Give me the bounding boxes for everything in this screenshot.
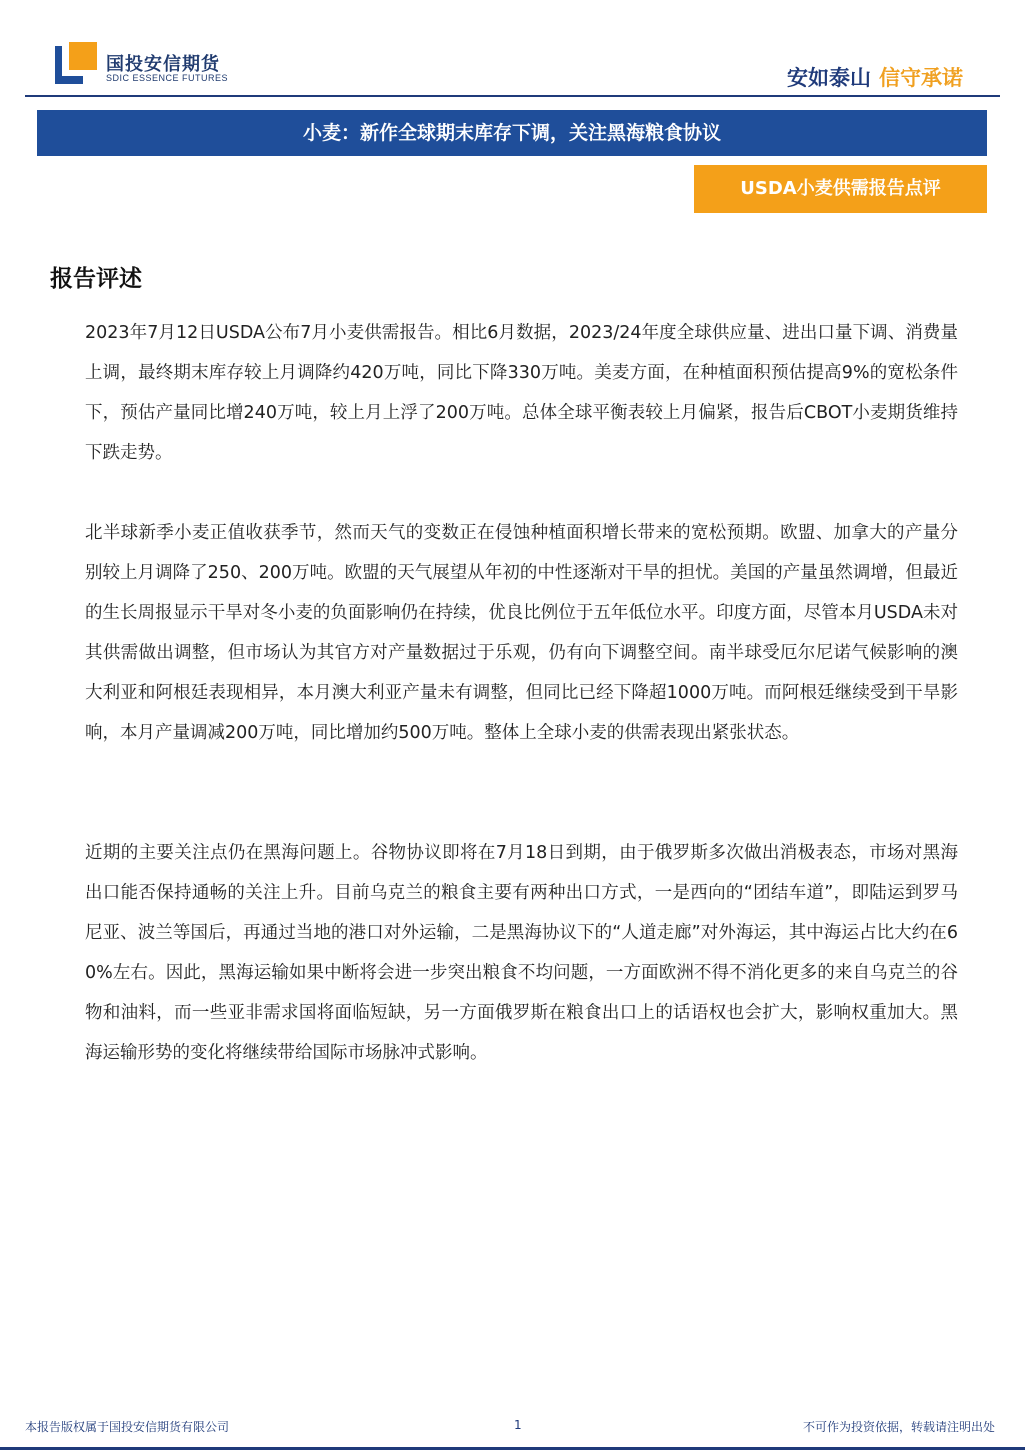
slogan-part-2: 信守承诺 bbox=[879, 66, 963, 90]
footer-disclaimer: 不可作为投资依据，转载请注明出处 bbox=[802, 1420, 995, 1434]
report-title: 小麦：新作全球期末库存下调，关注黑海粮食协议 bbox=[37, 110, 987, 156]
company-logo-english: SDIC ESSENCE FUTURES bbox=[106, 73, 229, 83]
company-slogan bbox=[787, 62, 963, 92]
sdic-logo-icon bbox=[55, 42, 97, 84]
body-paragraph-3: 近期的主要关注点仍在黑海问题上。谷物协议即将在7月18日到期，由于俄罗斯多次做出消极表态，市场对黑海出口能否保持通畅的关注上升。目前乌克兰的粮食主要有两种出口方式，一是西向的“团结车道”，即陆运到罗马尼亚、波兰等国后，再通过当地的港口对外运输，二是黑海协议下的“人道走廊”对外海运，其中海运占比大约在60%左右。因此，黑海运输如果中断将会进一步突出粮食不均问题，一方面欧洲不得不消化更多的来自乌克兰的谷物和油料，而一些亚非需求国将面临短缺，另一方面俄罗斯在粮食出口上的话语权也会扩大，影响权重加大。黑海运输形势的变化将继续带给国际市场脉冲式影响。 bbox=[85, 843, 958, 1063]
body-paragraph-1: 2023年7月12日USDA公布7月小麦供需报告。相比6月数据，2023/24年度全球供应量、进出口量下调、消费量上调，最终期末库存较上月调降约420万吨，同比下降330万吨。美麦方面，在种植面积预估提高9%的宽松条件下，预估产量同比增240万吨，较上月上浮了200万吨。总体全球平衡表较上月偏紧，报告后CBOT小麦期货维持下跌走势。 bbox=[85, 323, 958, 463]
company-logo-name: 国投安信期货 bbox=[106, 54, 220, 75]
report-type-tag: USDA小麦供需报告点评 bbox=[694, 165, 987, 213]
header-divider bbox=[25, 95, 1000, 97]
slogan-part-1: 安如泰山 bbox=[787, 66, 871, 90]
body-paragraph-2: 北半球新季小麦正值收获季节，然而天气的变数正在侵蚀种植面积增长带来的宽松预期。欧盟、加拿大的产量分别较上月调降了250、200万吨。欧盟的天气展望从年初的中性逐渐对干旱的担忧。美国的产量虽然调增，但最近的生长周报显示干旱对冬小麦的负面影响仍在持续，优良比例位于五年低位水平。印度方面，尽管本月USDA未对其供需做出调整，但市场认为其官方对产量数据过于乐观，仍有向下调整空间。南半球受厄尔尼诺气候影响的澳大利亚和阿根廷表现相异，本月澳大利亚产量未有调整，但同比已经下降超1000万吨。而阿根廷继续受到干旱影响，本月产量调减200万吨，同比增加约500万吨。整体上全球小麦的供需表现出紧张状态。 bbox=[85, 523, 958, 743]
footer-copyright: 本报告版权属于国投安信期货有限公司 bbox=[25, 1420, 230, 1434]
section-heading: 报告评述 bbox=[50, 266, 142, 292]
page-number: 1 bbox=[514, 1418, 522, 1432]
